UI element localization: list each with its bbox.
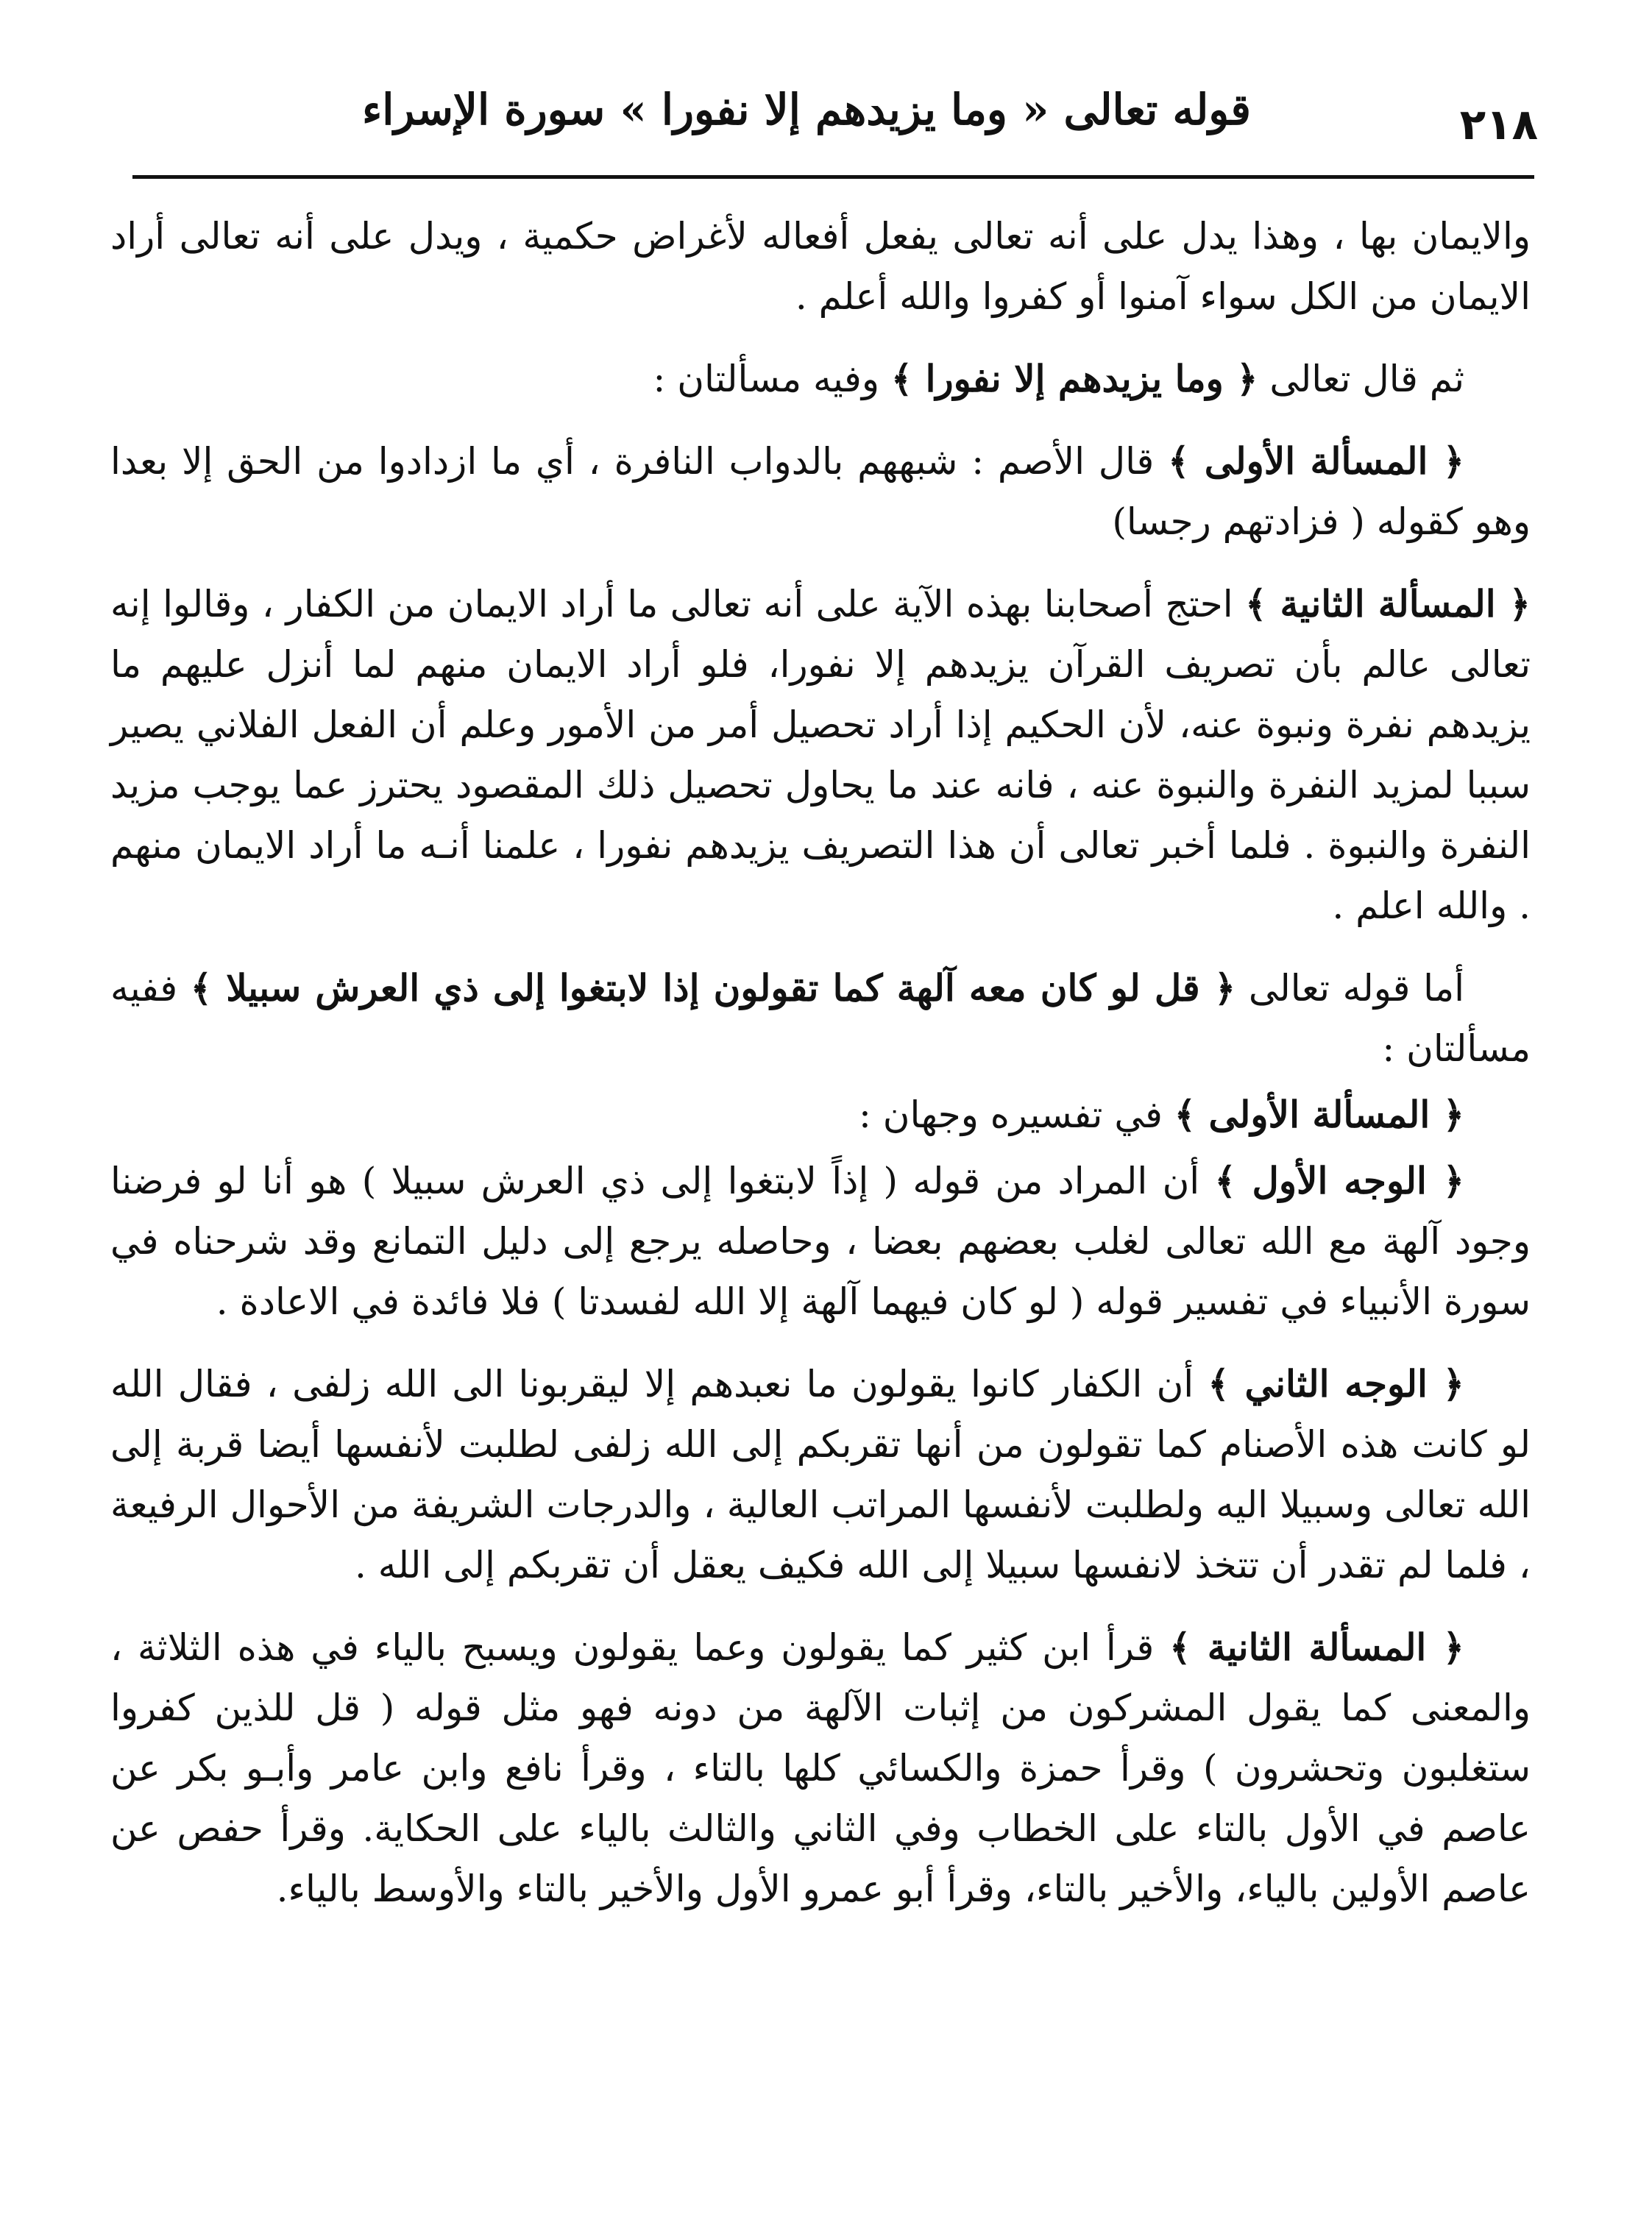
running-title: قوله تعالى « وما يزيدهم إلا نفورا » سورة الإسراء — [361, 85, 1251, 135]
paragraph-text: أن المراد من قوله ( إذاً لابتغوا إلى ذي العرش سبيلا ) هو أنا لو فرضنا وجود آلهة مع الله تعالى لغلب بعضهم بعضا ، وحاصله يرجع إلى دليل التمانع وقد شرحناه في سورة الأنبياء في تفسير قوله ( لو كان فيهما آلهة إلا الله لفسدتا ) فلا فائدة في الاعادة . — [110, 1160, 1531, 1323]
paragraph-text: وفيه مسألتان : — [653, 358, 891, 400]
paragraph-text: في تفسيره وجهان : — [859, 1093, 1174, 1136]
verse-quote: ﴿ قل لو كان معه آلهة كما تقولون إذا لابتغوا إلى ذي العرش سبيلا ﴾ — [190, 966, 1236, 1010]
paragraph-2 — [110, 349, 1531, 409]
paragraph-text: والايمان بها ، وهذا يدل على أنه تعالى يفعل أفعاله لأغراض حكمية ، ويدل على أنه تعالى أراد الايمان من الكل سواء آمنوا أو كفروا والله أعلم . — [110, 215, 1531, 318]
paragraph-7 — [110, 1151, 1531, 1332]
section-heading: ﴿ المسألة الثانية ﴾ — [1245, 582, 1531, 625]
section-heading: ﴿ الوجه الأول ﴾ — [1214, 1159, 1464, 1202]
section-heading: ﴿ الوجه الثاني ﴾ — [1208, 1362, 1464, 1405]
paragraph-lead: ثم قال تعالى — [1258, 358, 1464, 400]
paragraph-text: قرأ ابن كثير كما يقولون وعما يقولون ويسبح بالياء في هذه الثلاثة ، والمعنى كما يقول المشركون من إثبات الآلهة من دونه فهو مثل قوله ( قل للذين كفروا ستغلبون وتحشرون ) وقرأ حمزة والكسائي كلها بالتاء ، وقرأ نافع وابن عامر وأبـو بكر عن عاصم في الأول بالتاء على الخطاب وفي الثاني والثالث بالياء على الحكاية. وقرأ حفص عن عاصم الأولين بالياء، والأخير بالتاء، وقرأ أبو عمرو الأول والأخير بالتاء والأوسط بالياء. — [110, 1626, 1531, 1910]
page-number: ٢١٨ — [1459, 99, 1538, 149]
section-heading: ﴿ المسألة الأولى ﴾ — [1174, 1093, 1464, 1136]
body-text — [110, 206, 1531, 1941]
section-heading: ﴿ المسألة الثانية ﴾ — [1169, 1625, 1464, 1669]
paragraph-9 — [110, 1617, 1531, 1919]
paragraph-4 — [110, 574, 1531, 936]
paragraph-text: ففيه مسألتان : — [110, 967, 1531, 1070]
section-heading: ﴿ المسألة الأولى ﴾ — [1168, 439, 1464, 483]
verse-quote: ﴿ وما يزيدهم إلا نفورا ﴾ — [890, 357, 1258, 400]
paragraph-text: احتج أصحابنا بهذه الآية على أنه تعالى ما أراد الايمان من الكفار ، وقالوا إنه تعالى عالم بأن تصريف القرآن يزيدهم إلا نفورا، فلو أراد الايمان منهم لما أنزل عليهم ما يزيدهم نفرة ونبوة عنه، لأن الحكيم إذا أراد تحصيل أمر من الأمور وعلم أن الفعل الفلاني يصير سببا لمزيد النفرة والنبوة عنه ، فانه عند ما يحاول تحصيل ذلك المقصود يحترز عما يوجب مزيد النفرة والنبوة . فلما أخبر تعالى أن هذا التصريف يزيدهم نفورا ، علمنا أنـه ما أراد الايمان منهم . والله اعلم . — [110, 583, 1531, 927]
paragraph-3 — [110, 431, 1531, 552]
paragraph-lead: أما قوله تعالى — [1236, 967, 1465, 1010]
header-rule — [132, 175, 1534, 179]
paragraph-text: أن الكفار كانوا يقولون ما نعبدهم إلا ليقربونا الى الله زلفى ، فقال الله لو كانت هذه الأصنام كما تقولون من أنها تقربكم إلى الله زلفى لطلبت لأنفسها أيضا قربة إلى الله تعالى وسبيلا اليه ولطلبت لأنفسها المراتب العالية ، والدرجات الشريفة من الأحوال الرفيعة ، فلما لم تقدر أن تتخذ لانفسها سبيلا إلى الله فكيف يعقل أن تقربكم إلى الله . — [110, 1363, 1531, 1586]
paragraph-6 — [110, 1085, 1531, 1145]
page-header — [132, 77, 1538, 158]
paragraph-1 — [110, 206, 1531, 327]
paragraph-8 — [110, 1354, 1531, 1595]
paragraph-text: قال الأصم : شبههم بالدواب النافرة ، أي ما ازدادوا من الحق إلا بعدا وهو كقوله ( فزادتهم رجسا) — [110, 440, 1531, 543]
paragraph-5 — [110, 958, 1531, 1079]
